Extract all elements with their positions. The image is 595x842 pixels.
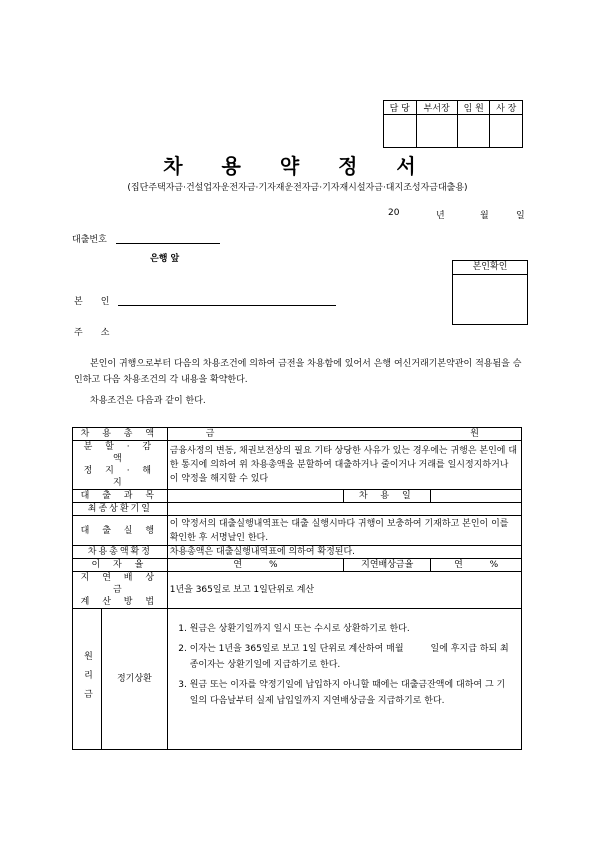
division-label-b: 정 지 · 해 지 <box>83 466 157 488</box>
address-label: 주 소 <box>74 328 110 338</box>
interest-pct: % <box>268 560 278 570</box>
document-title: 차 용 약 정 서 <box>163 154 432 178</box>
list-item: 2. 이자는 1년을 365일로 보고 1일 단위로 계산하여 매월 일에 후지급 하되 최종이자는 상환기일에 지급하기로 한다. <box>190 641 511 673</box>
table-row <box>73 546 522 559</box>
division-label <box>73 441 168 490</box>
table-row <box>73 559 522 572</box>
total-confirm-label: 차용총액확정 <box>73 546 168 559</box>
principal-field[interactable] <box>118 305 336 306</box>
table-row <box>73 609 522 750</box>
late-rate-field[interactable] <box>431 559 522 572</box>
borrow-date-field[interactable] <box>431 490 522 503</box>
table-row <box>73 441 522 490</box>
repayment-label-cell <box>73 609 168 750</box>
table-row <box>73 503 522 516</box>
date-month: 월 <box>480 211 489 221</box>
table-row <box>73 516 522 546</box>
total-confirm-text: 차용총액은 대출실행내역표에 의하여 확정된다. <box>167 546 521 559</box>
approval-header-executive: 임 원 <box>457 101 490 115</box>
terms-intro: 차용조건은 다음과 같이 한다. <box>90 396 206 406</box>
division-text: 금융사정의 변동, 채권보전상의 필요 기타 상당한 사유가 있는 경우에는 귀행은 본인에 대한 통지에 의하여 위 차용총액을 분할하여 대출하거나 줄이거나 거래를 일시정지하거나 이 약정을 해지할 수 있다 <box>167 441 521 490</box>
late-pct: % <box>489 560 499 570</box>
id-check-box[interactable] <box>452 260 528 325</box>
date-year: 년 <box>436 211 445 221</box>
late-calc-label <box>73 572 168 609</box>
approval-header-president: 사 장 <box>490 101 523 115</box>
table-row <box>73 490 522 503</box>
repayment-terms <box>167 609 521 750</box>
loan-subject-field[interactable] <box>167 490 343 503</box>
amount-suffix: 원 <box>470 429 479 439</box>
late-calc-label-a: 지 연 배 상 금 <box>80 573 160 595</box>
interest-rate-label: 이 자 율 <box>73 559 168 572</box>
id-check-label: 본인확인 <box>453 261 527 275</box>
list-item: 3. 원금 또는 이자를 약정기일에 납입하지 아니할 때에는 대출금잔액에 대하여 그 기일의 다음날부터 실제 납입일까지 지연배상금을 지급하기로 한다. <box>190 677 511 709</box>
late-calc-label-b: 계 산 방 법 <box>80 597 160 607</box>
approval-stamp-box <box>383 100 523 148</box>
late-year: 연 <box>454 560 463 570</box>
interest-year: 연 <box>233 560 243 570</box>
principal-interest-label: 원리금 <box>73 609 102 749</box>
table-row <box>73 428 522 441</box>
loan-terms-table <box>72 427 522 750</box>
date-day: 일 <box>516 211 525 221</box>
bank-addressee: 은행 앞 <box>150 254 180 264</box>
approval-sign-executive[interactable] <box>457 115 490 148</box>
late-rate-label: 지연배상금율 <box>344 559 431 572</box>
approval-header-staff: 담 당 <box>384 101 417 115</box>
final-repayment-label: 최종상환기일 <box>73 503 168 516</box>
date-century: 20 <box>388 208 400 218</box>
repayment-method: 정기상환 <box>116 674 152 684</box>
approval-sign-president[interactable] <box>490 115 523 148</box>
approval-sign-staff[interactable] <box>384 115 417 148</box>
loan-amount-label: 차 용 총 액 <box>73 428 168 441</box>
principal-label: 본 인 <box>74 297 110 307</box>
loan-number-label: 대출번호 <box>72 235 107 245</box>
late-calc-text: 1년을 365일로 보고 1일단위로 계산 <box>167 572 521 609</box>
loan-execution-text: 이 약정서의 대출실행내역표는 대출 실행시마다 귀행이 보충하여 기재하고 본인이 이를 확인한 후 서명날인 한다. <box>167 516 521 546</box>
final-repayment-field[interactable] <box>167 503 521 516</box>
loan-number-field[interactable] <box>116 243 220 244</box>
division-label-a: 분 할 · 감 액 <box>83 442 157 464</box>
approval-sign-manager[interactable] <box>416 115 457 148</box>
approval-header-manager: 부서장 <box>416 101 457 115</box>
amount-prefix: 금 <box>205 429 215 439</box>
table-row <box>73 572 522 609</box>
interest-rate-field[interactable] <box>167 559 343 572</box>
loan-execution-label: 대 출 실 행 <box>73 516 168 546</box>
document-subtitle: (집단주택자금·건설업자운전자금·기자재운전자금·기자재시설자금·대지조성자금대출용) <box>127 183 468 193</box>
list-item: 1. 원금은 상환기일까지 일시 또는 수시로 상환하기로 한다. <box>190 621 511 637</box>
borrow-date-label: 차 용 일 <box>344 490 431 503</box>
repayment-list <box>176 621 511 709</box>
loan-amount-field[interactable] <box>167 428 521 441</box>
loan-subject-label: 대 출 과 목 <box>73 490 168 503</box>
agreement-paragraph: 본인이 귀행으로부터 다음의 차용조건에 의하여 금전을 차용함에 있어서 은행 여신거래기본약관이 적용됨을 승인하고 다음 차용조건의 각 내용을 확약한다. <box>74 359 522 385</box>
